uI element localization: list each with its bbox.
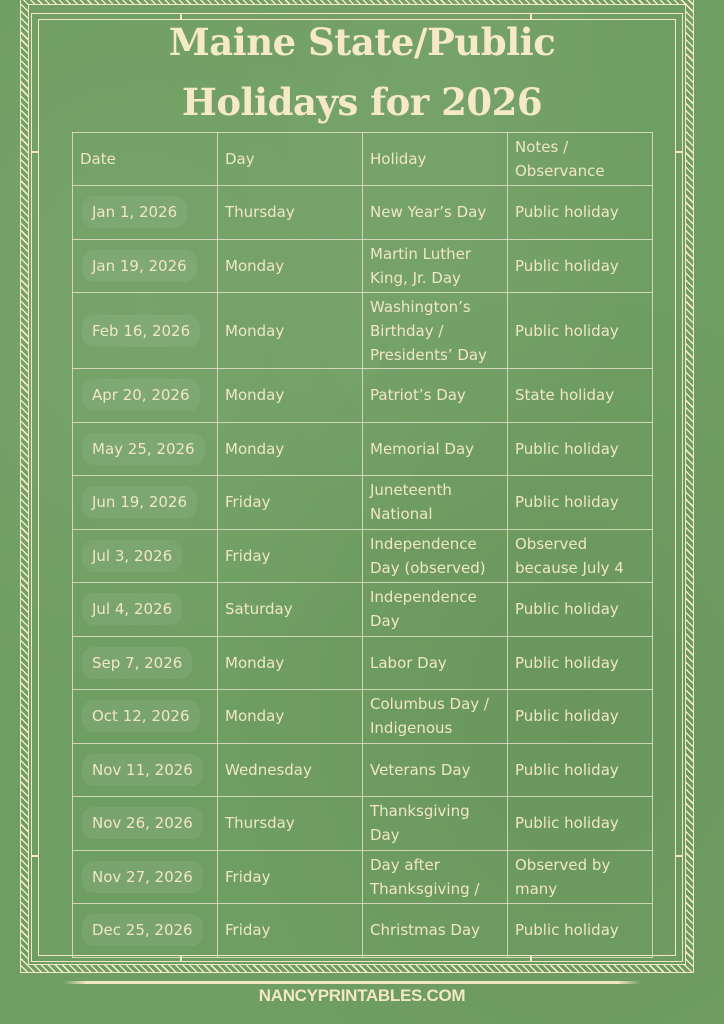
day-cell: Monday	[218, 239, 363, 293]
holiday-cell: Veterans Day	[363, 743, 508, 797]
date-value: Jul 3, 2026	[82, 540, 182, 572]
date-cell	[73, 369, 218, 423]
notes-cell: Public holiday	[508, 743, 653, 797]
date-cell	[73, 476, 218, 530]
title-line-2: Holidays for 2026	[181, 80, 543, 124]
holiday-cell: Martin Luther King, Jr. Day	[363, 239, 508, 293]
notes-cell: Public holiday	[508, 583, 653, 637]
date-value: Jan 19, 2026	[82, 250, 197, 282]
date-value: Nov 27, 2026	[82, 861, 203, 893]
table-row	[73, 422, 653, 476]
date-value: Sep 7, 2026	[82, 647, 192, 679]
table-row	[73, 690, 653, 744]
date-cell	[73, 904, 218, 958]
notes-cell: State holiday	[508, 369, 653, 423]
date-value: Apr 20, 2026	[82, 379, 200, 411]
holiday-cell: Juneteenth National	[363, 476, 508, 530]
date-cell	[73, 293, 218, 369]
table-row	[73, 293, 653, 369]
notes-cell: Observed because July 4	[508, 529, 653, 583]
table-row	[73, 476, 653, 530]
table-row	[73, 369, 653, 423]
notes-cell: Public holiday	[508, 186, 653, 240]
header-notes: Notes / Observance	[508, 133, 653, 186]
footer-website: NANCYPRINTABLES.COM	[258, 986, 466, 1005]
day-cell: Saturday	[218, 583, 363, 637]
border-tick	[676, 855, 683, 857]
table-row	[73, 850, 653, 904]
date-cell	[73, 636, 218, 690]
holiday-cell: Patriot’s Day	[363, 369, 508, 423]
table-row	[73, 186, 653, 240]
holiday-cell: Day after Thanksgiving /	[363, 850, 508, 904]
footer-divider	[63, 981, 641, 984]
notes-cell: Observed by many	[508, 850, 653, 904]
notes-cell: Public holiday	[508, 636, 653, 690]
border-tick	[31, 855, 38, 857]
day-cell: Monday	[218, 690, 363, 744]
date-value: Nov 26, 2026	[82, 807, 203, 839]
date-cell	[73, 850, 218, 904]
notes-cell: Public holiday	[508, 422, 653, 476]
date-cell	[73, 743, 218, 797]
date-value: Feb 16, 2026	[82, 315, 200, 347]
date-cell	[73, 690, 218, 744]
title-line-1: Maine State/Public	[168, 20, 556, 64]
table-row	[73, 583, 653, 637]
holiday-cell: New Year’s Day	[363, 186, 508, 240]
holiday-cell: Labor Day	[363, 636, 508, 690]
day-cell: Friday	[218, 529, 363, 583]
day-cell: Friday	[218, 850, 363, 904]
day-cell: Monday	[218, 422, 363, 476]
date-value: Oct 12, 2026	[82, 700, 200, 732]
day-cell: Wednesday	[218, 743, 363, 797]
day-cell: Friday	[218, 904, 363, 958]
date-value: Jun 19, 2026	[82, 486, 197, 518]
day-cell: Thursday	[218, 797, 363, 851]
holiday-cell: Memorial Day	[363, 422, 508, 476]
table-row	[73, 529, 653, 583]
date-value: Nov 11, 2026	[82, 754, 203, 786]
day-cell: Thursday	[218, 186, 363, 240]
notes-cell: Public holiday	[508, 476, 653, 530]
table-row	[73, 797, 653, 851]
holiday-cell: Christmas Day	[363, 904, 508, 958]
date-cell	[73, 529, 218, 583]
notes-cell: Public holiday	[508, 293, 653, 369]
table-header-row	[73, 133, 653, 186]
date-cell	[73, 797, 218, 851]
holiday-cell: Independence Day (observed)	[363, 529, 508, 583]
day-cell: Monday	[218, 293, 363, 369]
date-cell	[73, 186, 218, 240]
border-tick	[676, 151, 683, 153]
date-value: Jul 4, 2026	[82, 593, 182, 625]
holiday-cell: Thanksgiving Day	[363, 797, 508, 851]
header-holiday: Holiday	[363, 133, 508, 186]
header-date: Date	[73, 133, 218, 186]
table-row	[73, 904, 653, 958]
holiday-cell: Independence Day	[363, 583, 508, 637]
notes-cell: Public holiday	[508, 690, 653, 744]
day-cell: Monday	[218, 369, 363, 423]
date-cell	[73, 583, 218, 637]
page-title	[0, 12, 724, 132]
border-tick	[31, 151, 38, 153]
table-row	[73, 743, 653, 797]
date-value: Dec 25, 2026	[82, 914, 203, 946]
table-row	[73, 636, 653, 690]
day-cell: Monday	[218, 636, 363, 690]
table-row	[73, 239, 653, 293]
notes-cell: Public holiday	[508, 797, 653, 851]
holiday-cell: Columbus Day / Indigenous	[363, 690, 508, 744]
date-value: May 25, 2026	[82, 433, 205, 465]
notes-cell: Public holiday	[508, 904, 653, 958]
holiday-cell: Washington’s Birthday / Presidents’ Day	[363, 293, 508, 369]
date-cell	[73, 422, 218, 476]
date-value: Jan 1, 2026	[82, 196, 187, 228]
header-day: Day	[218, 133, 363, 186]
notes-cell: Public holiday	[508, 239, 653, 293]
holidays-table	[72, 132, 653, 958]
date-cell	[73, 239, 218, 293]
day-cell: Friday	[218, 476, 363, 530]
